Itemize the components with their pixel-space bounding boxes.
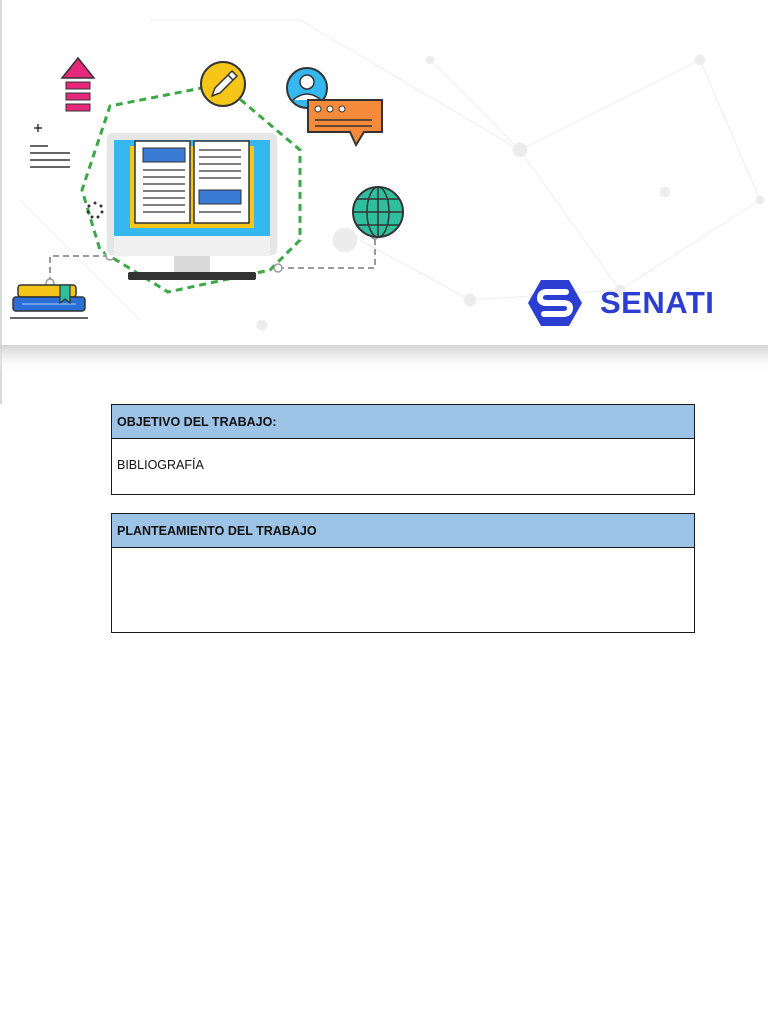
books-stack-icon — [10, 285, 88, 318]
planteamiento-content — [112, 548, 694, 632]
upload-arrow-icon — [62, 58, 94, 111]
pencil-icon — [201, 62, 245, 106]
senati-logo — [526, 278, 714, 328]
objetivo-section — [111, 404, 695, 495]
text-lines-icon — [30, 124, 70, 167]
open-book-monitor-icon — [106, 132, 278, 280]
header-banner — [0, 0, 768, 404]
planteamiento-section — [111, 513, 695, 633]
user-chat-icon — [287, 68, 382, 145]
objetivo-content: BIBLIOGRAFÍA — [117, 458, 204, 472]
planteamiento-header: PLANTEAMIENTO DEL TRABAJO — [112, 514, 694, 548]
senati-logo-text: SENATI — [600, 285, 715, 320]
senati-logo-icon — [526, 278, 584, 328]
banner-illustration — [0, 0, 768, 404]
globe-icon — [353, 187, 403, 237]
objetivo-header: OBJETIVO DEL TRABAJO: — [112, 405, 694, 439]
